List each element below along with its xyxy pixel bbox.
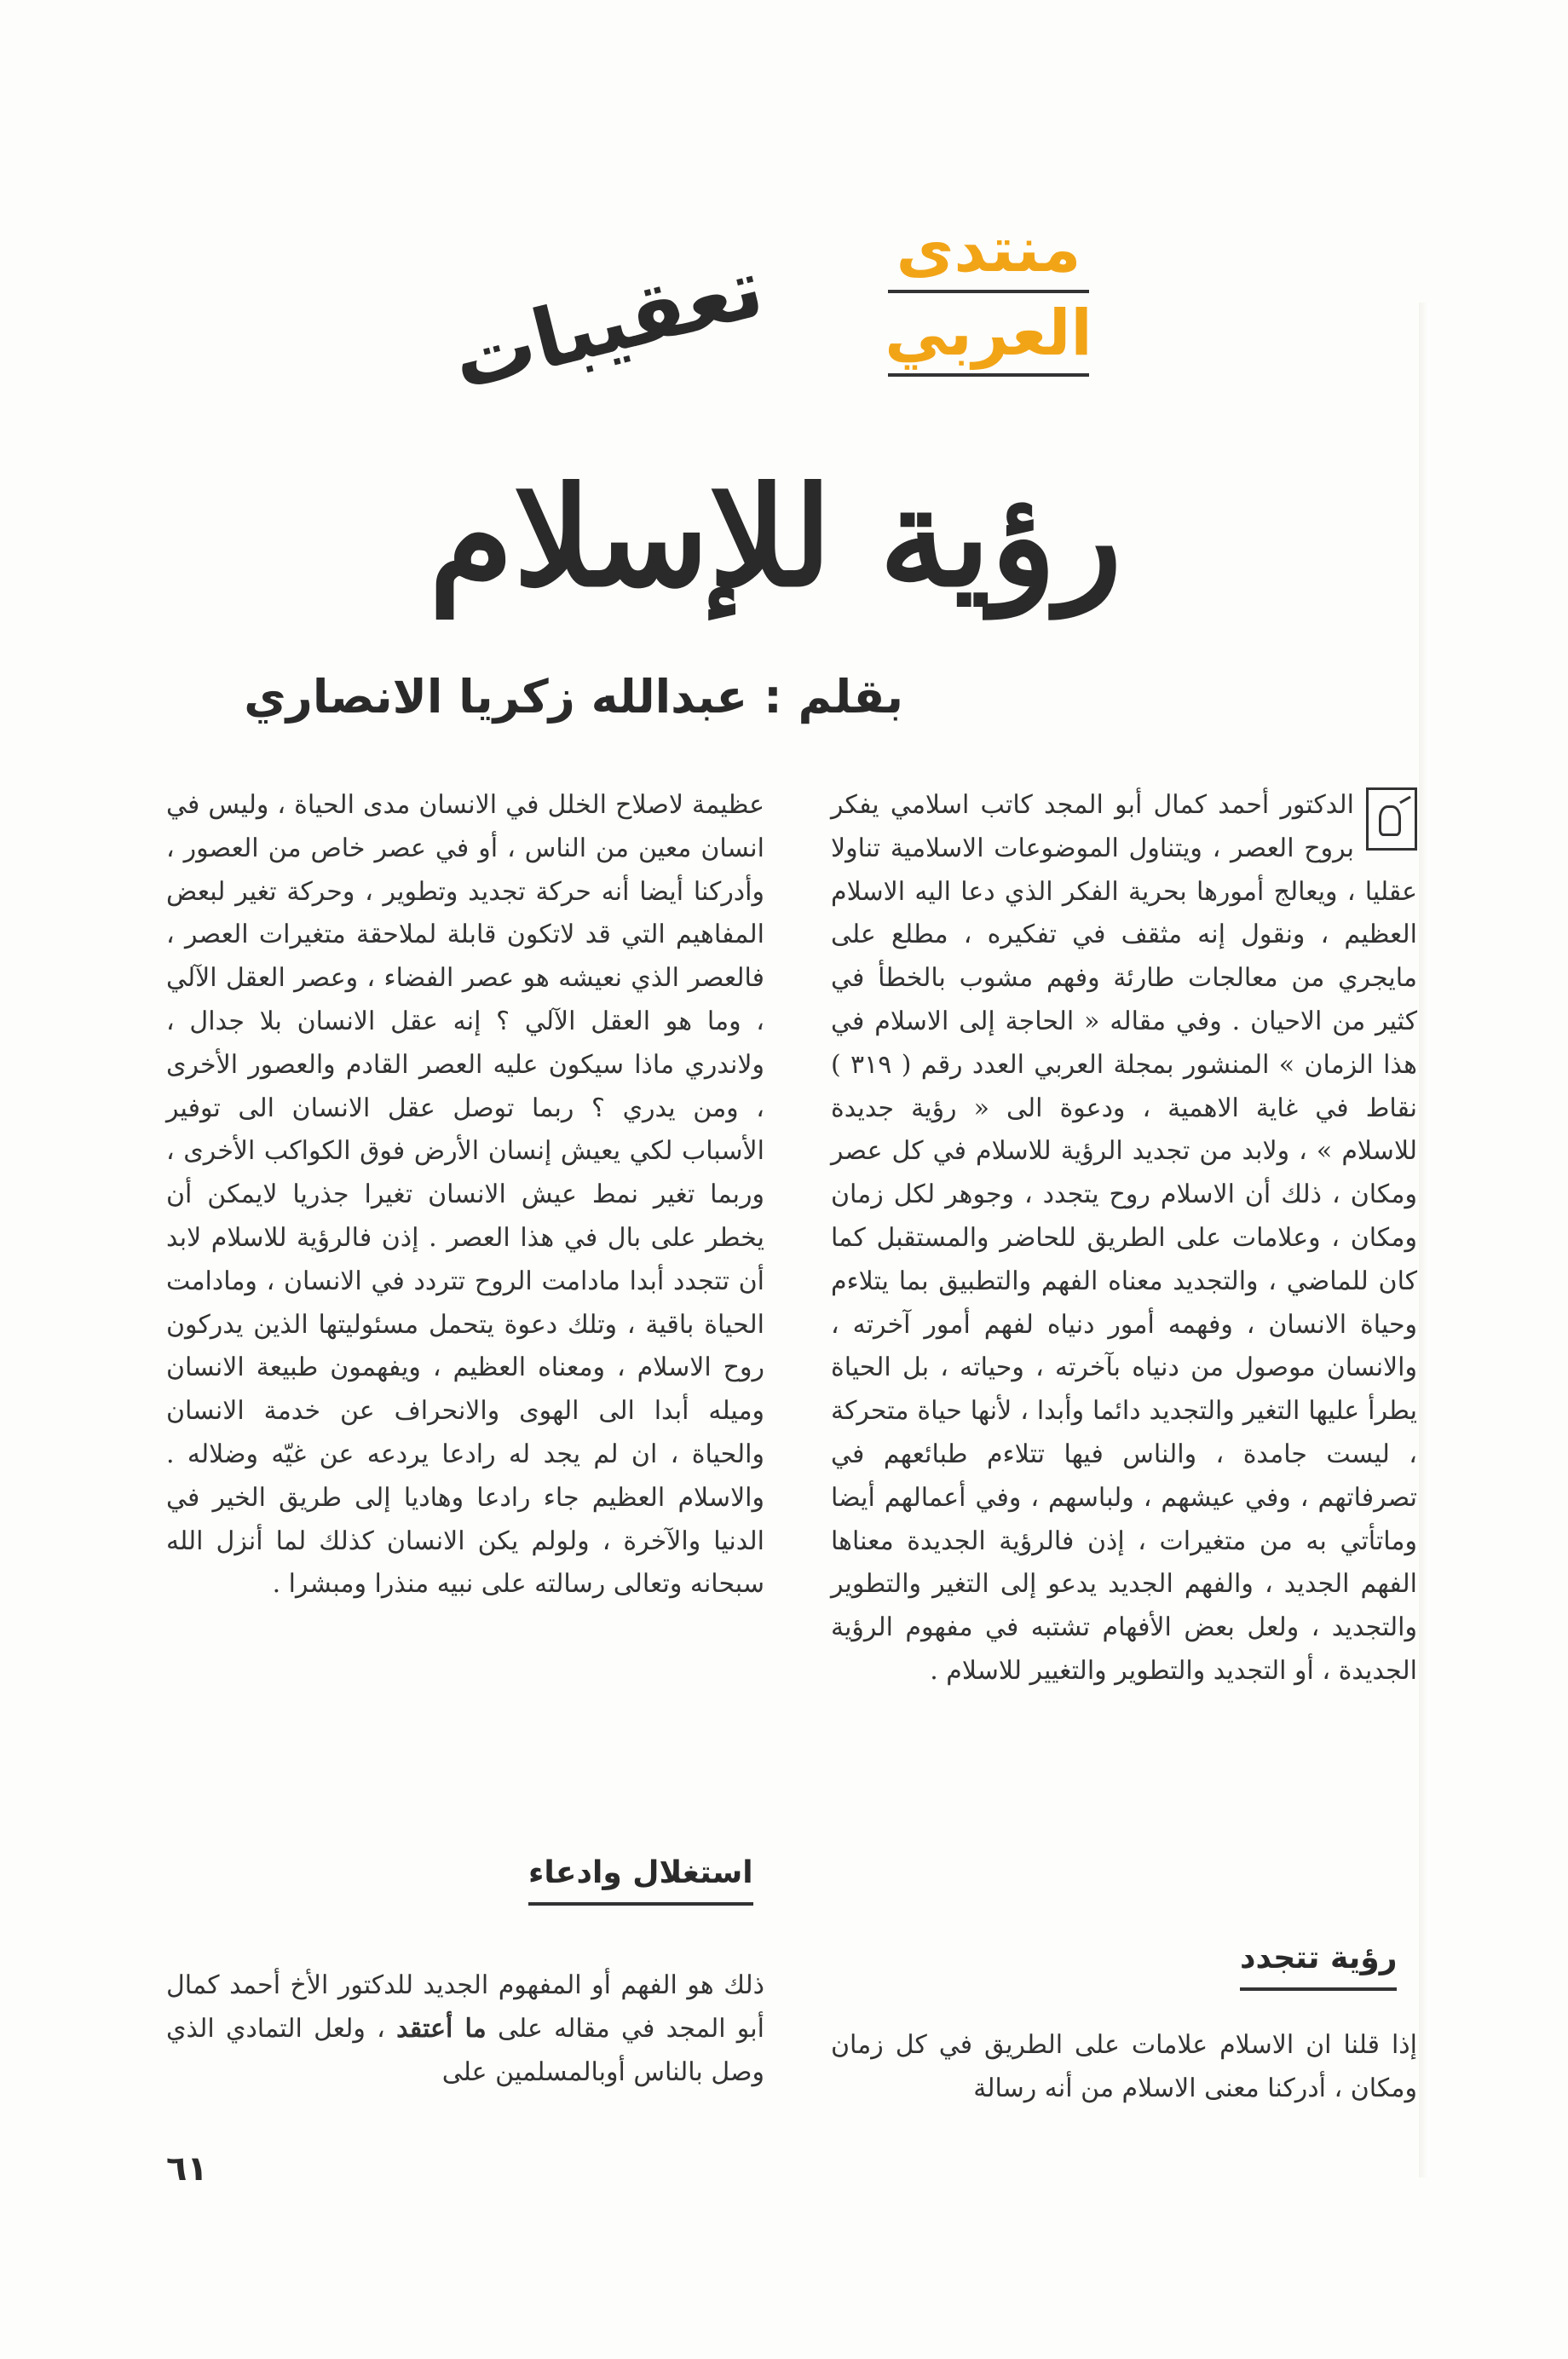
left-column-tail-text: [166, 1964, 764, 2094]
forum-logo-rule: [888, 290, 1089, 293]
forum-logo-line1: منتدى: [896, 213, 1081, 286]
coffee-pot-spout: [1399, 796, 1411, 805]
page-edge-shadow: [1419, 303, 1429, 2177]
left-tail-part-b: ، ولعل التمادي الذي وصل بالناس أوبالمسلمين على: [166, 2013, 764, 2087]
left-column: [166, 784, 764, 1606]
left-tail-bold: ما أعتقد: [396, 2013, 487, 2044]
subheading-renewing-vision: رؤية تتجدد: [1240, 1935, 1397, 1991]
coffee-pot-body: [1379, 805, 1401, 836]
right-column-tail: [831, 2024, 1417, 2111]
section-tag: تعقيبات: [442, 239, 773, 409]
subheading-exploitation: استغلال وادعاء: [528, 1849, 753, 1906]
article-title: رؤية للإسلام: [429, 457, 1122, 617]
page-number: ٦١: [166, 2149, 208, 2189]
right-column: [831, 784, 1417, 1693]
left-column-tail: [166, 1964, 764, 2094]
forum-logo-line2: العربي: [885, 297, 1092, 370]
article-byline: بقلم : عبدالله زكريا الانصاري: [244, 670, 903, 724]
coffee-pot-icon: [1366, 787, 1417, 851]
forum-logo: [878, 213, 1099, 392]
left-column-text: عظيمة لاصلاح الخلل في الانسان مدى الحياة ، وليس في انسان معين من الناس ، أو في عصر خاص من العصور ، وأدركنا أيضا أنه حركة تجديد وتطوير ، وحركة تغير لبعض المفاهيم التي قد لاتكون قابلة لملاحقة متغيرات العصر ، فالعصر الذي نعيشه هو عصر الفضاء ، وعصر العقل الآلي ، وما هو العقل الآلي ؟ إنه عقل الانسان بلا جدال ، ولاندري ماذا سيكون عليه العصر القادم والعصور الأخرى ، ومن يدري ؟ ربما توصل عقل الانسان الى توفير الأسباب لكي يعيش إنسان الأرض فوق الكواكب الأخرى ، وربما تغير نمط عيش الانسان تغيرا جذريا لايمكن أن يخطر على بال في هذا العصر . إذن فالرؤية للاسلام لابد أن تتجدد أبدا مادامت الروح تتردد في الانسان ، ومادامت الحياة باقية ، وتلك دعوة يتحمل مسئوليتها الذين يدركون روح الاسلام ، ومعناه العظيم ، ويفهمون طبيعة الانسان وميله أبدا الى الهوى والانحراف عن خدمة الانسان والحياة ، ان لم يجد له رادعا يردعه عن غيّه وضلاله . والاسلام العظيم جاء رادعا وهاديا إلى طريق الخير في الدنيا والآخرة ، ولولم يكن الانسان كذلك لما أنزل الله سبحانه وتعالى رسالته على نبيه منذرا ومبشرا .: [166, 790, 764, 1600]
right-column-tail-text: إذا قلنا ان الاسلام علامات على الطريق في كل زمان ومكان ، أدركنا معنى الاسلام من أنه رسالة: [831, 2030, 1417, 2103]
forum-logo-rule-bottom: [888, 373, 1089, 377]
left-tail-part-a: ذلك هو الفهم أو المفهوم الجديد للدكتور الأخ أحمد كمال أبو المجد في مقاله على: [166, 1970, 764, 2044]
right-column-text: الدكتور أحمد كمال أبو المجد كاتب اسلامي يفكر بروح العصر ، ويتناول الموضوعات الاسلامية تناولا عقليا ، ويعالج أمورها بحرية الفكر الذي دعا اليه الاسلام العظيم ، ونقول إنه مثقف في تفكيره ، مطلع على مايجري من معالجات طارئة وفهم مشوب بالخطأ في كثير من الاحيان . وفي مقاله « الحاجة إلى الاسلام في هذا الزمان » المنشور بمجلة العربي العدد رقم ( ٣١٩ ) نقاط في غاية الاهمية ، ودعوة الى « رؤية جديدة للاسلام » ، ولابد من تجديد الرؤية للاسلام في كل عصر ومكان ، ذلك أن الاسلام روح يتجدد ، وجوهر لكل زمان ومكان ، وعلامات على الطريق للحاضر والمستقبل كما كان للماضي ، والتجديد معناه الفهم والتطبيق بما يتلاءم وحياة الانسان ، وفهمه أمور دنياه لفهم أمور آخرته ، والانسان موصول من دنياه بآخرته ، وحياته ، بل الحياة يطرأ عليها التغير والتجديد دائما وأبدا ، لأنها حياة متحركة ، ليست جامدة ، والناس فيها تتلاءم طبائعهم في تصرفاتهم ، وفي عيشهم ، ولباسهم ، وفي أعمالهم أيضا وماتأتي به من متغيرات ، إذن فالرؤية الجديدة معناها الفهم الجديد ، والفهم الجديد يدعو إلى التغير والتطوير والتجديد ، ولعل بعض الأفهام تشتبه في مفهوم الرؤية الجديدة ، أو التجديد والتطوير والتغيير للاسلام .: [831, 790, 1417, 1686]
